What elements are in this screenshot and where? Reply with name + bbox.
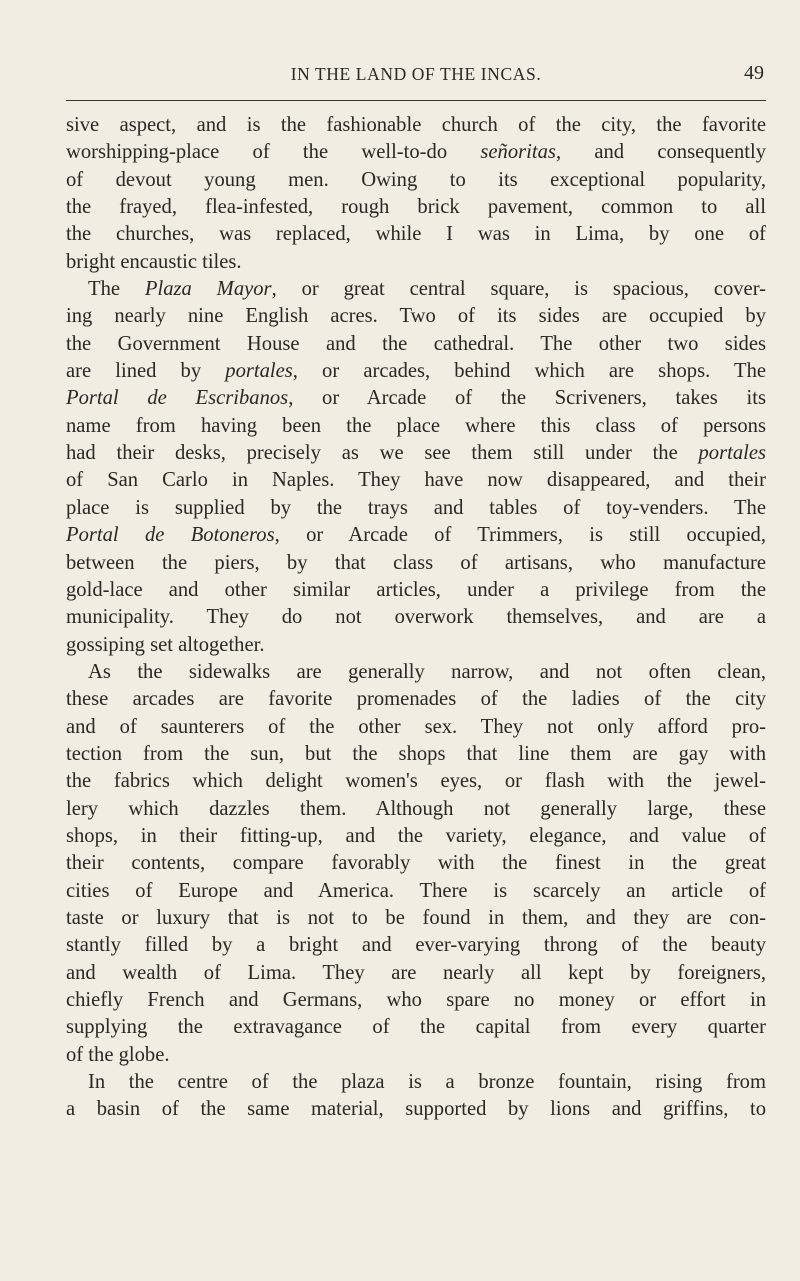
paragraph xyxy=(66,659,766,1069)
text-line: a basin of the same material, supported by lions and griffins, to xyxy=(66,1098,766,1121)
text-line: name from having been the place where this class of persons xyxy=(66,414,766,437)
header-rule xyxy=(66,100,766,101)
text-line: gossiping set altogether. xyxy=(66,633,265,656)
body-text xyxy=(66,112,766,1124)
text-line: As the sidewalks are generally narrow, and not often clean, xyxy=(88,660,766,683)
text-line: the frayed, flea-infested, rough brick pavement, common to all xyxy=(66,196,766,219)
text-line: shops, in their fitting-up, and the variety, elegance, and value of xyxy=(66,824,766,847)
text-line: supplying the extravagance of the capital from every quarter xyxy=(66,1016,766,1039)
running-title: IN THE LAND OF THE INCAS. xyxy=(290,64,542,84)
paragraph xyxy=(66,1069,766,1124)
paragraph xyxy=(66,276,766,659)
text-line: chiefly French and Germans, who spare no money or effort in xyxy=(66,989,766,1011)
text-line: sive aspect, and is the fashionable church of the city, the favorite xyxy=(66,114,766,136)
text-line: gold-lace and other similar articles, under a privilege from the xyxy=(66,578,766,601)
text-line: are lined by portales, or arcades, behind which are shops. The xyxy=(66,360,767,383)
text-line: cities of Europe and America. There is scarcely an article of xyxy=(66,879,766,902)
text-line: taste or luxury that is not to be found in them, and they are con- xyxy=(66,906,766,929)
text-line: tection from the sun, but the shops that line them are gay with xyxy=(66,742,766,765)
text-line: of the globe. xyxy=(66,1043,170,1066)
text-line: between the piers, by that class of artisans, who manufacture xyxy=(66,551,766,574)
page-header xyxy=(66,62,766,88)
text-line: had their desks, precisely as we see them still under the portales xyxy=(66,442,766,465)
text-line: of San Carlo in Naples. They have now disappeared, and their xyxy=(66,469,766,492)
text-line: stantly filled by a bright and ever-varying throng of the beauty xyxy=(66,934,766,957)
text-line: place is supplied by the trays and tables of toy-venders. The xyxy=(66,496,766,519)
text-line: worshipping-place of the well-to-do señoritas, and consequently xyxy=(66,141,766,164)
text-line: these arcades are favorite promenades of the ladies of the city xyxy=(66,688,766,711)
text-line: lery which dazzles them. Although not generally large, these xyxy=(66,797,766,820)
text-line: the Government House and the cathedral. The other two sides xyxy=(66,332,766,355)
paragraph xyxy=(66,112,766,276)
text-line: The Plaza Mayor, or great central square, is spacious, cover- xyxy=(88,278,766,301)
text-line: bright encaustic tiles. xyxy=(66,250,242,273)
text-line: of devout young men. Owing to its exceptional popularity, xyxy=(66,168,766,191)
text-line: Portal de Botoneros, or Arcade of Trimmers, is still occupied, xyxy=(66,524,766,547)
text-line: the churches, was replaced, while I was in Lima, by one of xyxy=(66,223,766,246)
text-line: Portal de Escribanos, or Arcade of the Scriveners, takes its xyxy=(66,387,766,410)
page-number: 49 xyxy=(744,62,764,84)
text-line: ing nearly nine English acres. Two of its sides are occupied by xyxy=(66,305,766,328)
text-line: their contents, compare favorably with the finest in the great xyxy=(66,852,766,875)
text-line: and of saunterers of the other sex. They not only afford pro- xyxy=(66,715,766,738)
text-line: municipality. They do not overwork themselves, and are a xyxy=(66,606,766,629)
text-line: the fabrics which delight women's eyes, or flash with the jewel- xyxy=(66,770,766,793)
text-line: and wealth of Lima. They are nearly all kept by foreigners, xyxy=(66,961,766,984)
text-line: In the centre of the plaza is a bronze fountain, rising from xyxy=(88,1071,766,1094)
